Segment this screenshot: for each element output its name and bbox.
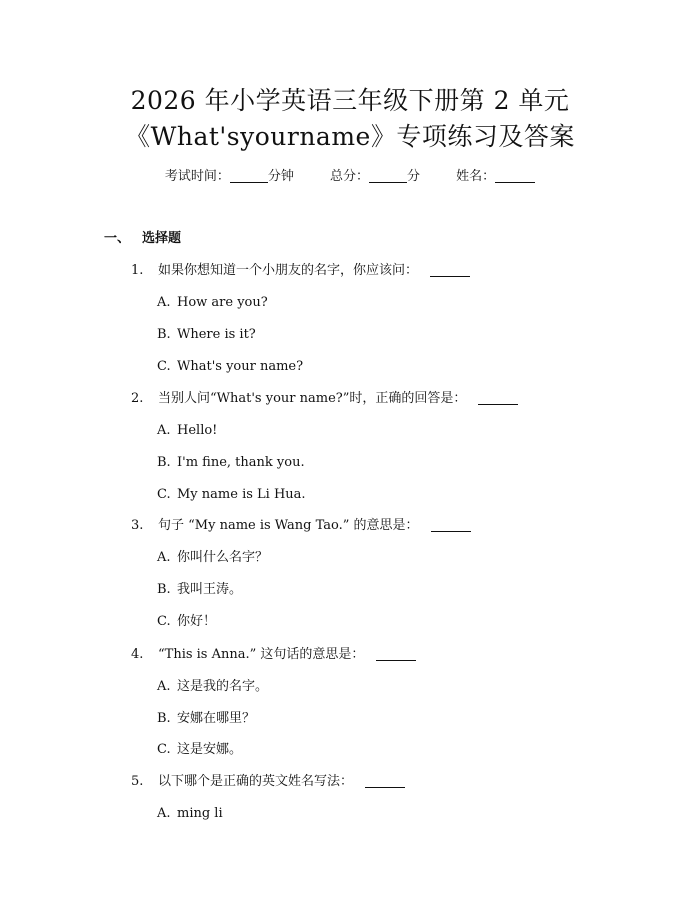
option-text: Hello! <box>177 423 218 438</box>
question-1 <box>131 262 470 280</box>
option-4b <box>157 710 255 728</box>
section-number: 一、 <box>104 231 131 246</box>
option-text: 我叫王涛。 <box>177 582 243 597</box>
question-5 <box>131 773 405 791</box>
exam-score-blank <box>369 168 407 183</box>
option-letter: B. <box>157 327 171 342</box>
answer-blank <box>431 517 471 532</box>
option-4a <box>157 678 268 696</box>
answer-blank <box>478 390 518 405</box>
option-2c <box>157 486 306 504</box>
option-2b <box>157 454 305 472</box>
option-letter: C. <box>157 487 171 502</box>
section-heading <box>104 230 181 248</box>
option-text: 这是我的名字。 <box>177 679 269 694</box>
option-letter: A. <box>157 679 171 694</box>
exam-name-label: 姓名： <box>456 169 496 184</box>
option-3c <box>157 613 216 631</box>
question-number: 3. <box>131 518 144 533</box>
question-text: 句子 “My name is Wang Tao.” 的意思是： <box>158 518 419 533</box>
option-2a <box>157 422 217 440</box>
option-letter: B. <box>157 455 171 470</box>
option-text: 你叫什么名字？ <box>177 550 269 565</box>
option-4c <box>157 741 242 759</box>
option-text: 你好！ <box>177 614 217 629</box>
exam-time-label: 考试时间： <box>164 169 230 184</box>
question-2 <box>131 390 518 408</box>
exam-score-unit: 分 <box>407 169 421 184</box>
exam-meta <box>0 168 700 186</box>
question-text: 如果你想知道一个小朋友的名字，你应该问： <box>158 263 419 278</box>
exam-time <box>165 168 294 186</box>
question-number: 1. <box>131 263 144 278</box>
section-title: 选择题 <box>142 231 182 246</box>
option-letter: A. <box>157 295 171 310</box>
question-3 <box>131 517 471 535</box>
option-text: I'm fine, thank you. <box>177 455 305 470</box>
page-title-line-1: 2026 年小学英语三年级下册第 2 单元 <box>130 86 570 115</box>
page-title-line-2: 《What'syourname》专项练习及答案 <box>125 122 575 151</box>
question-text: “This is Anna.” 这句话的意思是： <box>158 647 365 662</box>
option-text: 这是安娜。 <box>177 742 243 757</box>
option-text: Where is it? <box>177 327 256 342</box>
exam-score-label: 总分： <box>329 169 369 184</box>
option-letter: A. <box>157 806 171 821</box>
option-letter: B. <box>157 711 171 726</box>
option-text: 安娜在哪里？ <box>177 711 256 726</box>
question-number: 5. <box>131 774 144 789</box>
option-5a <box>157 805 223 823</box>
option-text: ming li <box>177 806 223 821</box>
question-4 <box>131 646 416 664</box>
option-text: How are you? <box>177 295 268 310</box>
option-text: What's your name? <box>177 359 304 374</box>
option-1a <box>157 294 268 312</box>
option-letter: A. <box>157 423 171 438</box>
option-letter: C. <box>157 742 171 757</box>
option-text: My name is Li Hua. <box>177 487 306 502</box>
exam-time-unit: 分钟 <box>267 169 294 184</box>
option-letter: A. <box>157 550 171 565</box>
question-number: 2. <box>131 391 144 406</box>
exam-time-blank <box>230 168 268 183</box>
option-1b <box>157 326 256 344</box>
question-text: 以下哪个是正确的英文姓名写法： <box>158 774 354 789</box>
exam-name-blank <box>495 168 535 183</box>
question-text: 当别人问“What's your name?”时，正确的回答是： <box>158 391 467 406</box>
exam-name <box>456 168 535 186</box>
option-1c <box>157 358 303 376</box>
option-3b <box>157 581 242 599</box>
option-letter: C. <box>157 359 171 374</box>
answer-blank <box>430 262 470 277</box>
question-number: 4. <box>131 647 144 662</box>
option-3a <box>157 549 268 567</box>
answer-blank <box>376 646 416 661</box>
option-letter: B. <box>157 582 171 597</box>
exam-score <box>330 168 420 186</box>
answer-blank <box>365 773 405 788</box>
option-letter: C. <box>157 614 171 629</box>
